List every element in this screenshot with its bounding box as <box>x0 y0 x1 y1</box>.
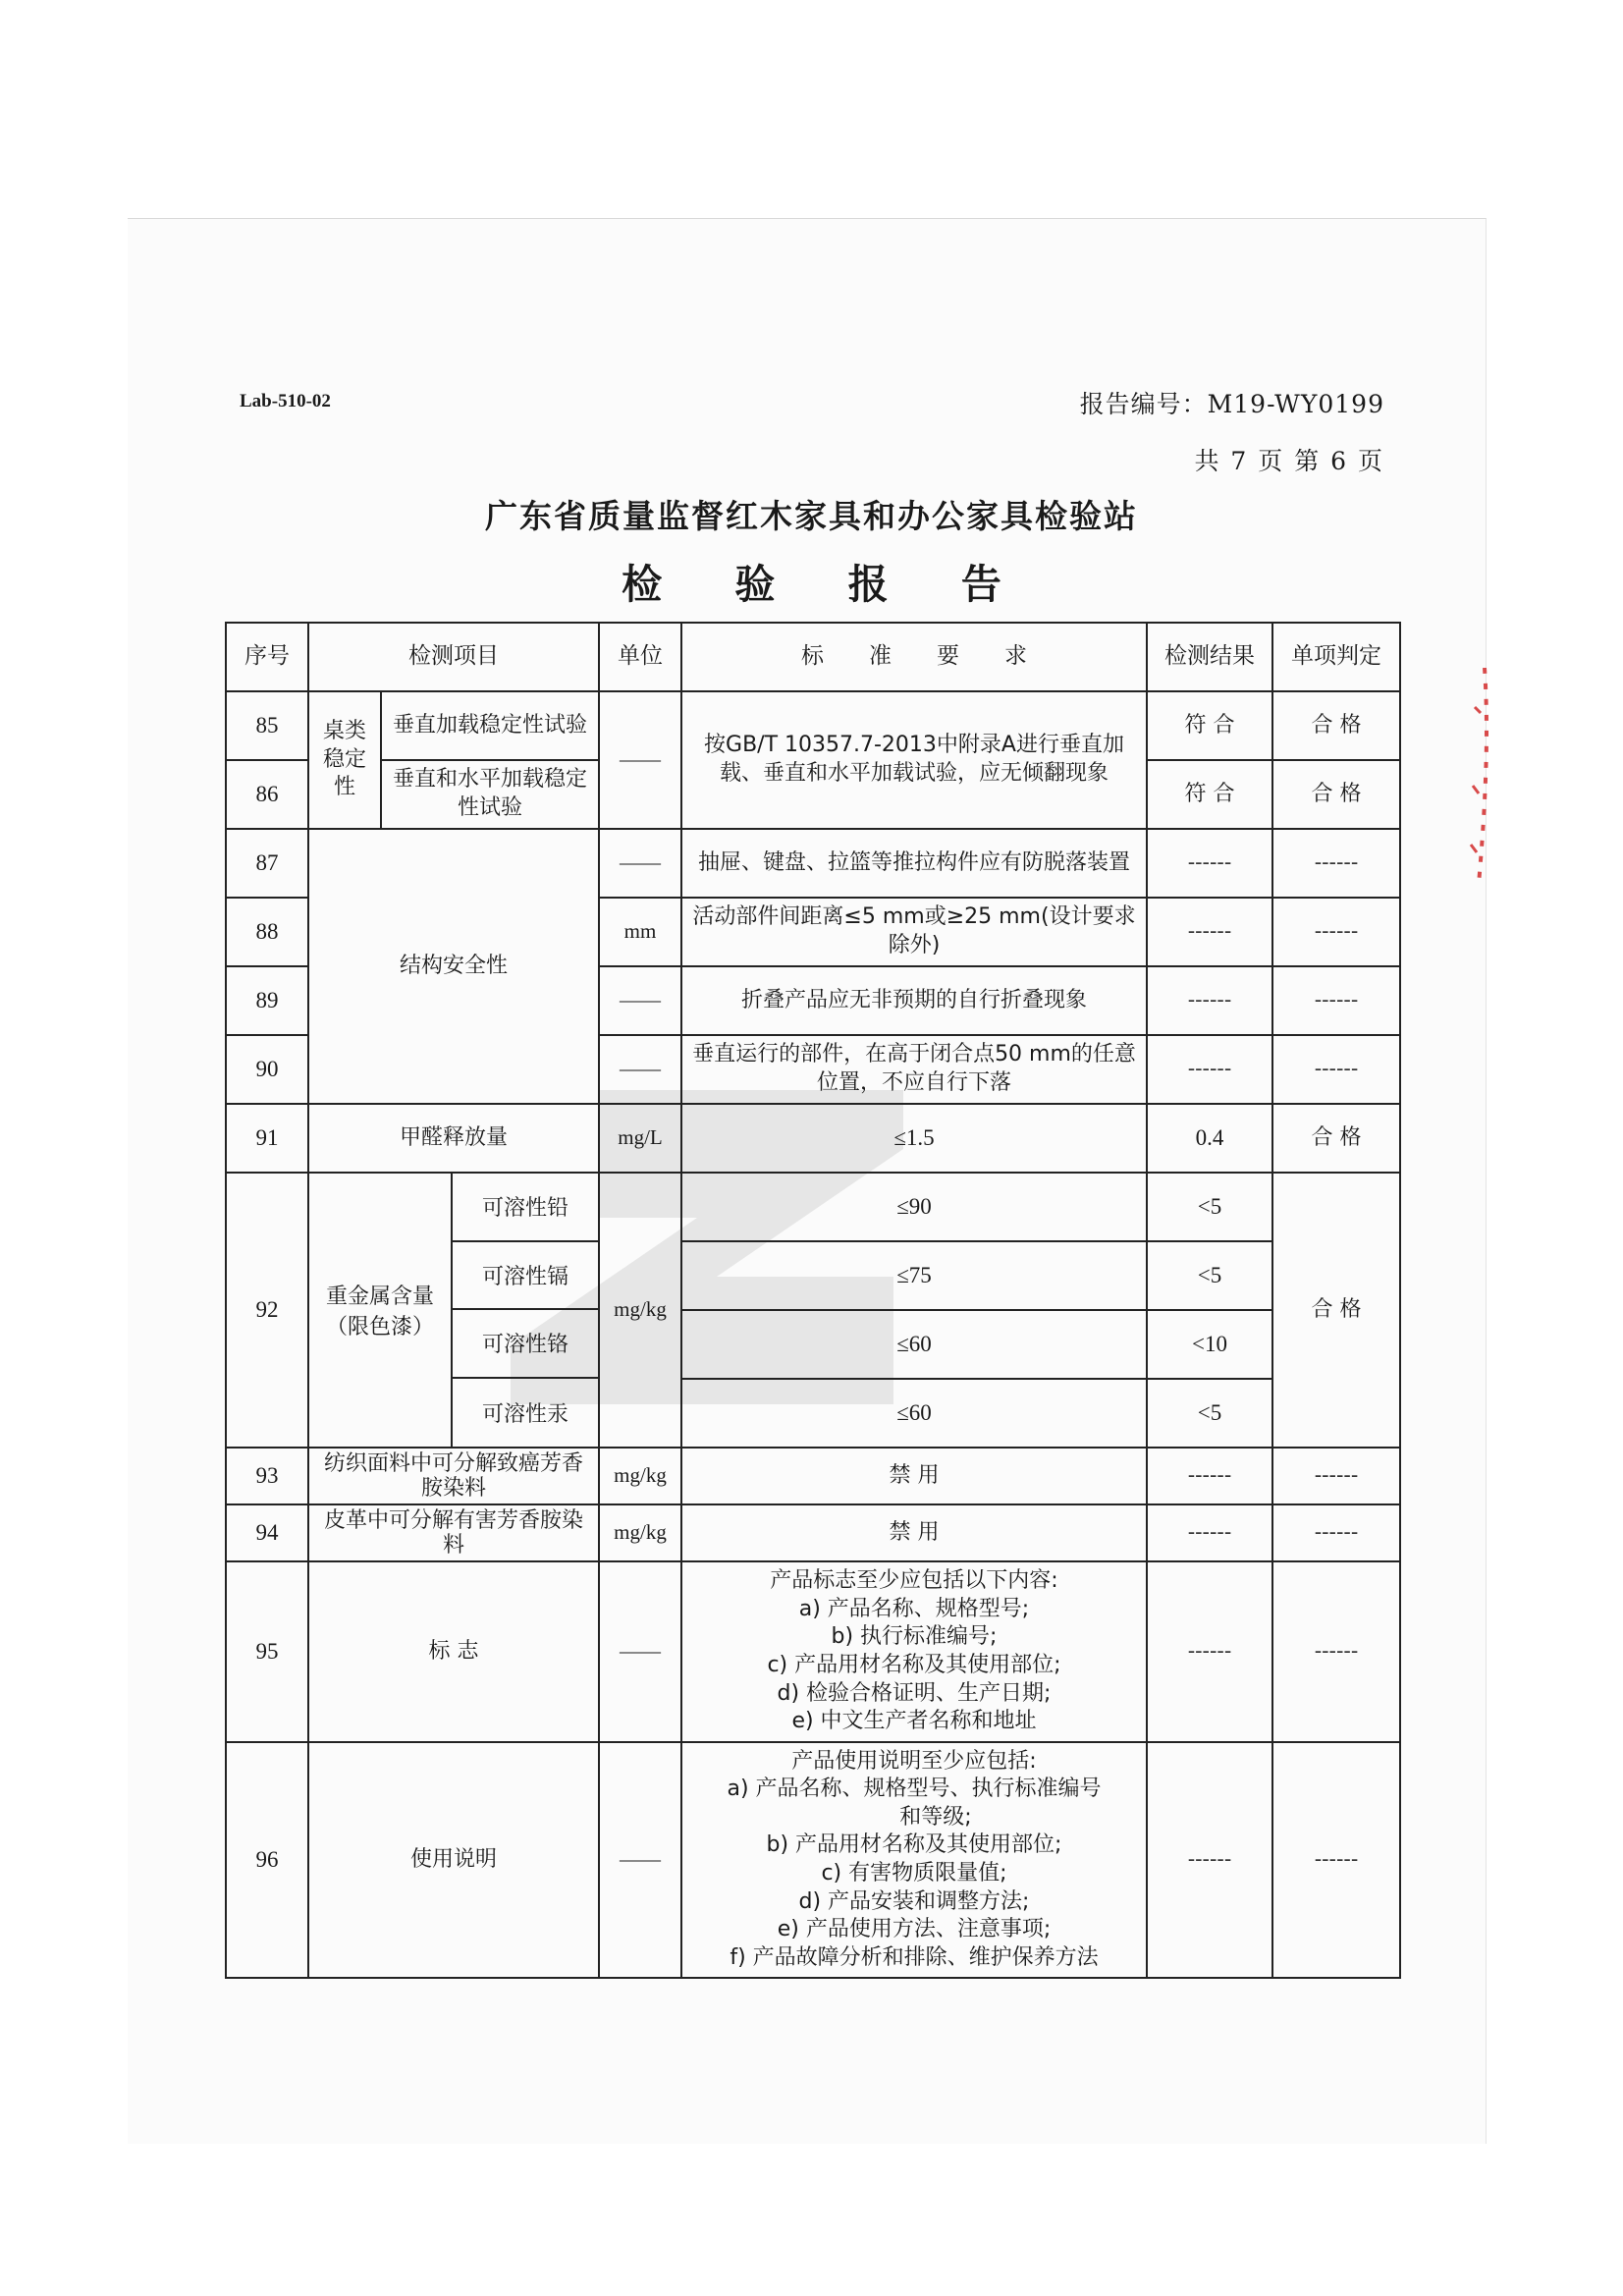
col-header-item: 检测项目 <box>308 623 599 691</box>
item-cell: 甲醛释放量 <box>308 1104 599 1173</box>
result-cell: ------ <box>1147 1448 1272 1504</box>
result-cell: <5 <box>1147 1241 1272 1310</box>
row-no: 88 <box>226 898 308 966</box>
judgement-cell: ------ <box>1272 1448 1400 1504</box>
requirement-line: 产品标志至少应包括以下内容: <box>770 1568 1058 1594</box>
result-cell: ------ <box>1147 1561 1272 1742</box>
requirement-line: b) 执行标准编号; <box>831 1624 998 1650</box>
unit-cell: —— <box>599 1035 681 1104</box>
category-cell: 桌类稳定性 <box>308 691 381 829</box>
judgement-cell: ------ <box>1272 966 1400 1035</box>
item-cell: 使用说明 <box>308 1742 599 1978</box>
requirement-line: d) 产品安装和调整方法; <box>798 1888 1030 1914</box>
requirement-cell: 按GB/T 10357.7-2013中附录A进行垂直加载、垂直和水平加载试验，应无倾翻现象 <box>681 691 1147 829</box>
judgement-cell: ------ <box>1272 1035 1400 1104</box>
requirement-cell <box>681 1742 1147 1978</box>
col-header-unit: 单位 <box>599 623 681 691</box>
unit-cell: mg/kg <box>599 1504 681 1561</box>
row-no: 92 <box>226 1173 308 1448</box>
col-header-no: 序号 <box>226 623 308 691</box>
result-cell: 符 合 <box>1147 691 1272 760</box>
requirement-cell: 禁 用 <box>681 1504 1147 1561</box>
requirement-line: a) 产品名称、规格型号、执行标准编号 <box>727 1777 1102 1802</box>
result-cell: 符 合 <box>1147 760 1272 829</box>
row-no: 93 <box>226 1448 308 1504</box>
result-cell: 0.4 <box>1147 1104 1272 1173</box>
item-cell: 垂直和水平加载稳定性试验 <box>381 760 599 829</box>
result-cell: ------ <box>1147 1742 1272 1978</box>
judgement-cell: 合 格 <box>1272 760 1400 829</box>
judgement-cell: ------ <box>1272 1742 1400 1978</box>
result-cell: <5 <box>1147 1379 1272 1448</box>
item-cell: 可溶性镉 <box>453 1242 598 1311</box>
table-row <box>226 1561 1400 1742</box>
requirement-cell: ≤90 <box>681 1173 1147 1241</box>
judgement-cell: ------ <box>1272 1561 1400 1742</box>
table-row <box>226 1742 1400 1978</box>
requirement-line: f) 产品故障分析和排除、维护保养方法 <box>730 1944 1099 1970</box>
requirement-cell: 垂直运行的部件，在高于闭合点50 mm的任意位置，不应自行下落 <box>681 1035 1147 1104</box>
row-no: 90 <box>226 1035 308 1104</box>
requirement-cell: ≤1.5 <box>681 1104 1147 1173</box>
item-cell: 标 志 <box>308 1561 599 1742</box>
table-row <box>226 1104 1400 1173</box>
requirement-line: b) 产品用材名称及其使用部位; <box>766 1832 1062 1858</box>
table-row <box>226 1448 1400 1504</box>
row-no: 95 <box>226 1561 308 1742</box>
requirement-cell: 活动部件间距离≤5 mm或≥25 mm(设计要求除外) <box>681 898 1147 966</box>
requirement-line: a) 产品名称、规格型号; <box>798 1596 1030 1621</box>
item-cell: 可溶性铬 <box>453 1310 598 1379</box>
row-no: 87 <box>226 829 308 898</box>
organization-name: 广东省质量监督红木家具和办公家具检验站 <box>485 497 1138 535</box>
row-no: 91 <box>226 1104 308 1173</box>
lab-code: Lab-510-02 <box>240 391 331 411</box>
result-cell: ------ <box>1147 966 1272 1035</box>
row-no: 94 <box>226 1504 308 1561</box>
judgement-cell: ------ <box>1272 1504 1400 1561</box>
result-cell: ------ <box>1147 829 1272 898</box>
judgement-cell: 合 格 <box>1272 1173 1400 1448</box>
requirement-line: c) 有害物质限量值; <box>821 1861 1007 1886</box>
result-cell: ------ <box>1147 1504 1272 1561</box>
result-cell: <5 <box>1147 1173 1272 1241</box>
row-no: 86 <box>226 760 308 829</box>
judgement-cell: ------ <box>1272 898 1400 966</box>
result-cell: ------ <box>1147 898 1272 966</box>
col-header-judgement: 单项判定 <box>1272 623 1400 691</box>
table-row <box>226 1504 1400 1561</box>
result-cell: <10 <box>1147 1310 1272 1379</box>
unit-cell: mg/L <box>599 1104 681 1173</box>
table-row <box>226 829 1400 898</box>
unit-cell: —— <box>599 1742 681 1978</box>
unit-cell: —— <box>599 1561 681 1742</box>
page-info: 共 7 页 第 6 页 <box>1194 447 1384 475</box>
item-cell: 可溶性铅 <box>453 1174 598 1242</box>
requirement-cell: 抽屉、键盘、拉篮等推拉构件应有防脱落装置 <box>681 829 1147 898</box>
requirement-cell: ≤60 <box>681 1379 1147 1448</box>
requirement-cell: ≤60 <box>681 1310 1147 1379</box>
requirement-cell: ≤75 <box>681 1241 1147 1310</box>
row-no: 89 <box>226 966 308 1035</box>
requirement-line: 产品使用说明至少应包括: <box>791 1748 1037 1774</box>
table-header-row <box>226 623 1400 691</box>
requirement-line: d) 检验合格证明、生产日期; <box>777 1680 1052 1706</box>
heavy-metal-subtable <box>309 1174 598 1447</box>
item-cell: 结构安全性 <box>308 829 599 1104</box>
col-header-requirement: 标 准 要 求 <box>681 623 1147 691</box>
requirement-line: 和等级; <box>856 1804 972 1830</box>
document-title: 检 验 报 告 <box>622 561 1031 608</box>
result-cell: ------ <box>1147 1035 1272 1104</box>
unit-cell: —— <box>599 691 681 829</box>
item-cell: 垂直加载稳定性试验 <box>381 691 599 760</box>
col-header-result: 检测结果 <box>1147 623 1272 691</box>
item-cell: 纺织面料中可分解致癌芳香胺染料 <box>308 1448 599 1504</box>
judgement-cell: 合 格 <box>1272 1104 1400 1173</box>
judgement-cell: 合 格 <box>1272 691 1400 760</box>
requirement-cell: 折叠产品应无非预期的自行折叠现象 <box>681 966 1147 1035</box>
row-no: 96 <box>226 1742 308 1978</box>
requirement-cell: 禁 用 <box>681 1448 1147 1504</box>
unit-cell: mm <box>599 898 681 966</box>
unit-cell: mg/kg <box>599 1448 681 1504</box>
seal-stamp-icon <box>1463 668 1492 884</box>
unit-cell: —— <box>599 966 681 1035</box>
requirement-cell <box>681 1561 1147 1742</box>
row-no: 85 <box>226 691 308 760</box>
unit-cell: —— <box>599 829 681 898</box>
item-cell: 皮革中可分解有害芳香胺染料 <box>308 1504 599 1561</box>
category-cell: 重金属含量（限色漆） <box>309 1174 453 1447</box>
unit-cell: mg/kg <box>599 1173 681 1448</box>
item-cell: 可溶性汞 <box>481 1401 568 1427</box>
requirement-line: e) 中文生产者名称和地址 <box>791 1709 1037 1734</box>
requirement-line: c) 产品用材名称及其使用部位; <box>767 1653 1061 1677</box>
requirement-line: e) 产品使用方法、注意事项; <box>777 1917 1052 1942</box>
judgement-cell: ------ <box>1272 829 1400 898</box>
report-number: 报告编号：M19-WY0199 <box>1079 390 1384 418</box>
table-row <box>226 691 1400 760</box>
